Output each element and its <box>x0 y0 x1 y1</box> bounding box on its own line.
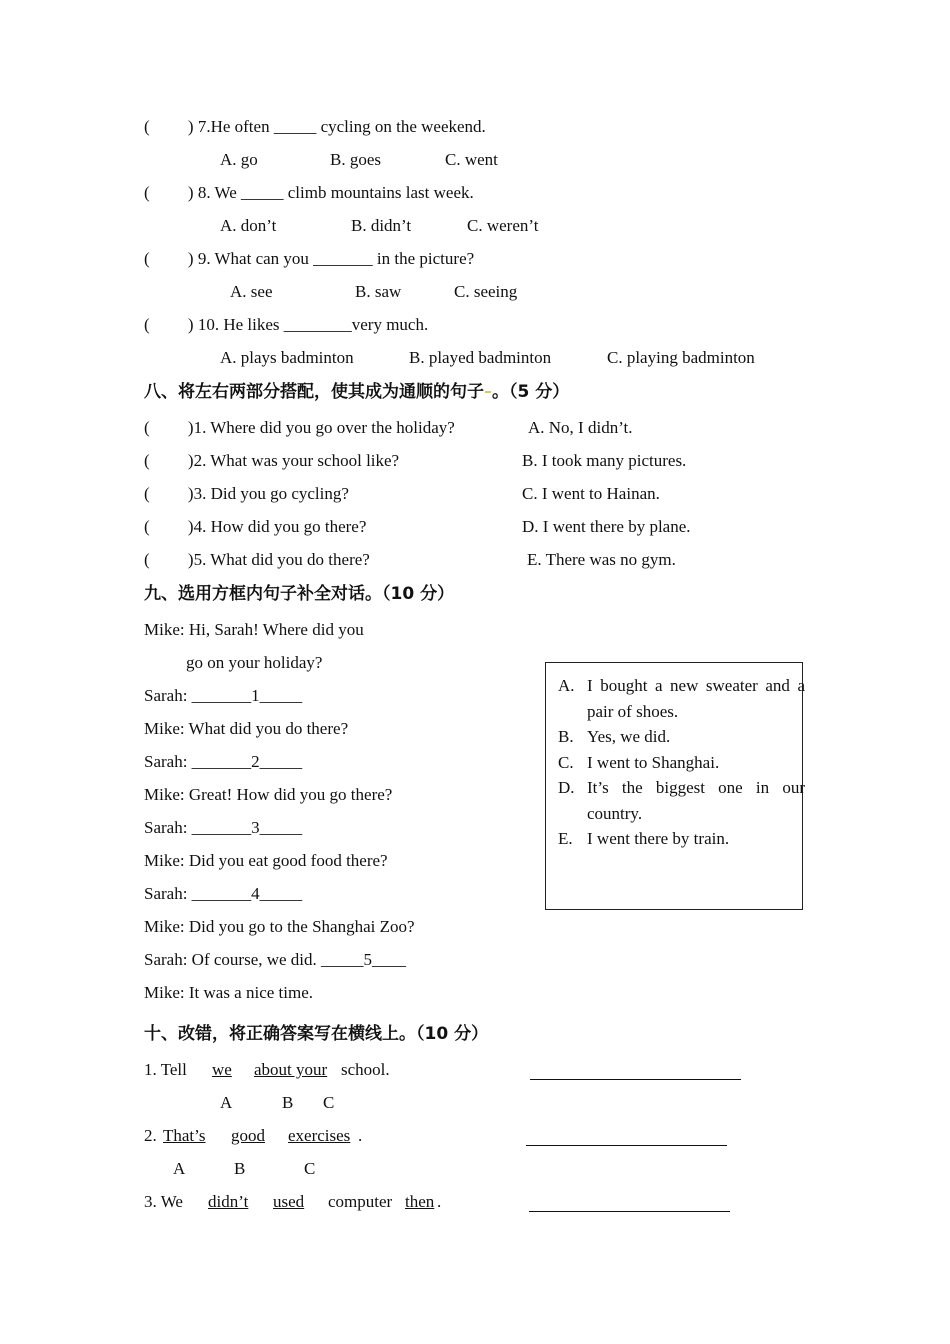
match-question-1: ( )1. Where did you go over the holiday? <box>144 418 455 437</box>
match-answer-c: C. I went to Hainan. <box>522 484 660 503</box>
dialogue-line: Mike: Did you eat good food there? <box>144 851 388 870</box>
match-question-5: ( )5. What did you do there? <box>144 550 370 569</box>
section-9-title: 九、选用方框内句子补全对话。（10 分） <box>144 584 455 604</box>
correction-2-answer-line[interactable] <box>526 1145 727 1146</box>
correction-1-label-c: C <box>323 1093 335 1112</box>
correction-2-number: 2. <box>144 1126 157 1145</box>
correction-2-word-b: good <box>231 1126 265 1145</box>
match-answer-d: D. I went there by plane. <box>522 517 691 536</box>
question-7-option-c: C. went <box>445 150 498 169</box>
match-answer-b: B. I took many pictures. <box>522 451 687 470</box>
correction-1-answer-line[interactable] <box>530 1079 741 1080</box>
question-10-option-b: B. played badminton <box>409 348 552 367</box>
question-7-option-a: A. go <box>220 150 258 169</box>
question-9-option-a: A. see <box>230 282 273 301</box>
dialogue-line: Sarah: _______3_____ <box>144 818 303 837</box>
question-8-stem: ( ) 8. We _____ climb mountains last week. <box>144 183 474 202</box>
match-question-2: ( )2. What was your school like? <box>144 451 400 470</box>
correction-1-label-a: A <box>220 1093 233 1112</box>
correction-3-answer-line[interactable] <box>529 1211 730 1212</box>
dialogue-line: Sarah: _______4_____ <box>144 884 303 903</box>
section-8-title: 八、将左右两部分搭配，使其成为通顺的句子 。（5 分） <box>144 382 570 402</box>
question-8-option-b: B. didn’t <box>351 216 412 235</box>
match-question-3: ( )3. Did you go cycling? <box>144 484 349 503</box>
correction-1-word-a: we <box>212 1060 232 1079</box>
answer-options-box: A. I bought a new sweater and a pair of shoes. B. Yes, we did. C. I went to Shanghai. D. It’s the biggest one in our country. E. I went there by train. <box>545 662 803 910</box>
dialogue-line: Mike: Hi, Sarah! Where did you <box>144 620 364 639</box>
correction-2-label-a: A <box>173 1159 186 1178</box>
question-7-option-b: B. goes <box>330 150 381 169</box>
correction-2-period: . <box>358 1126 363 1145</box>
question-8-option-a: A. don’t <box>220 216 277 235</box>
question-9-option-c: C. seeing <box>454 282 518 301</box>
correction-1-word-b: about your <box>254 1060 328 1079</box>
correction-2-label-c: C <box>304 1159 316 1178</box>
correction-1-word-c: school. <box>341 1060 390 1079</box>
correction-3-word-c: computer <box>328 1192 393 1211</box>
question-8-option-c: C. weren’t <box>467 216 539 235</box>
dialogue-line: Mike: It was a nice time. <box>144 983 314 1002</box>
dialogue-line: Sarah: _______1_____ <box>144 686 303 705</box>
dialogue-line: Mike: Did you go to the Shanghai Zoo? <box>144 917 415 936</box>
dialogue-line: Mike: What did you do there? <box>144 719 349 738</box>
question-10-option-a: A. plays badminton <box>220 348 354 367</box>
correction-2-word-a: That’s <box>163 1126 206 1145</box>
match-question-4: ( )4. How did you go there? <box>144 517 367 536</box>
correction-3-word-b: used <box>273 1192 305 1211</box>
dialogue-line: go on your holiday? <box>186 653 323 672</box>
correction-3-word-d: then <box>405 1192 435 1211</box>
correction-2-label-b: B <box>234 1159 246 1178</box>
dialogue-line: Sarah: _______2_____ <box>144 752 303 771</box>
match-answer-a: A. No, I didn’t. <box>528 418 633 437</box>
dialogue-line: Mike: Great! How did you go there? <box>144 785 393 804</box>
question-9-option-b: B. saw <box>355 282 402 301</box>
question-9-stem: ( ) 9. What can you _______ in the picture? <box>144 249 475 268</box>
section-10-title: 十、改错，将正确答案写在横线上。（10 分） <box>144 1024 489 1044</box>
correction-1-number: 1. Tell <box>144 1060 187 1079</box>
question-10-option-c: C. playing badminton <box>607 348 755 367</box>
correction-2-word-c: exercises <box>288 1126 351 1145</box>
correction-3-period: . <box>437 1192 442 1211</box>
correction-3-word-a: didn’t <box>208 1192 249 1211</box>
match-answer-e: E. There was no gym. <box>527 550 676 569</box>
question-10-stem: ( ) 10. He likes ________very much. <box>144 315 429 334</box>
question-7-stem: ( ) 7.He often _____ cycling on the weekend. <box>144 117 486 136</box>
correction-1-label-b: B <box>282 1093 294 1112</box>
dialogue-line: Sarah: Of course, we did. _____5____ <box>144 950 407 969</box>
correction-3-number: 3. We <box>144 1192 183 1211</box>
